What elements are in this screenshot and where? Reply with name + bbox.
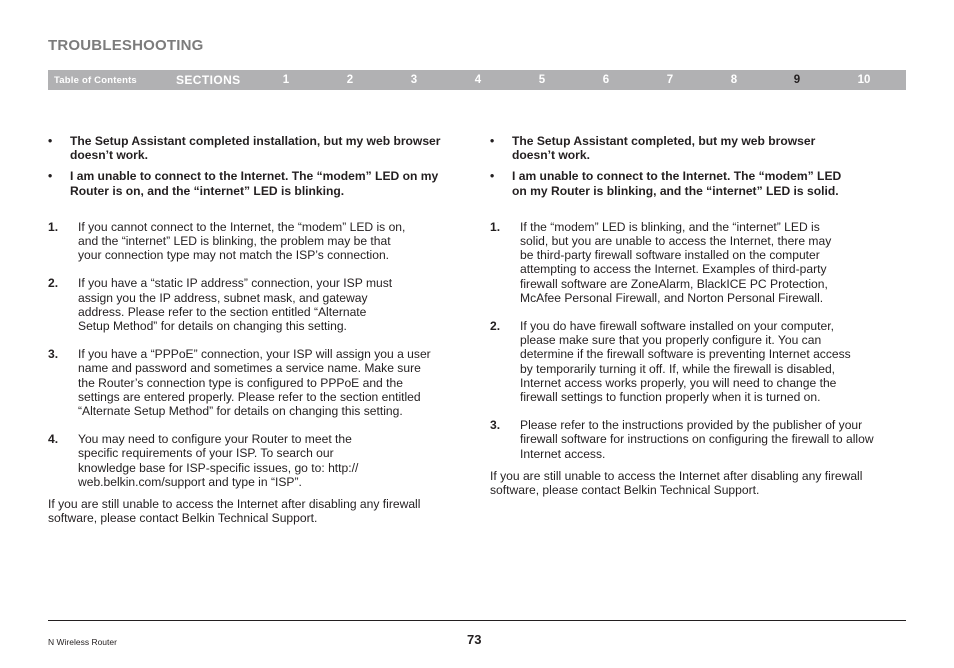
step-line: the Router’s connection type is configured to PPPoE and the [78, 375, 403, 390]
section-link-4[interactable]: 4 [474, 74, 482, 86]
solution-step [48, 432, 468, 489]
step-line: Internet access. [520, 446, 606, 461]
symptom-text: The Setup Assistant completed installation, but my web browser doesn’t work. [70, 134, 441, 163]
step-number: 4. [48, 432, 59, 447]
step-line: be third-party firewall software installed on the computer [520, 248, 820, 263]
closing-line: If you are still unable to access the Internet after disabling any firewall [490, 468, 863, 483]
bullet-mark: • [48, 169, 53, 184]
step-line: web.belkin.com/support and type in “ISP”. [78, 474, 302, 489]
step-line: please make sure that you properly configure it. You can [520, 333, 822, 348]
step-line: If you do have firewall software installed on your computer, [520, 319, 834, 334]
solution-step [48, 276, 468, 333]
section-link-2[interactable]: 2 [346, 74, 354, 86]
step-line: If you have a “PPPoE” connection, your ISP will assign you a user [78, 347, 431, 362]
table-of-contents-link[interactable]: Table of Contents [54, 75, 137, 86]
step-line: specific requirements of your ISP. To search our [78, 446, 334, 461]
step-number: 2. [490, 319, 501, 334]
step-line: assign you the IP address, subnet mask, and gateway [78, 290, 368, 305]
section-link-10[interactable]: 10 [857, 74, 871, 86]
step-line: attempting to access the Internet. Examples of third-party [520, 262, 827, 277]
symptom-bullet [490, 134, 908, 162]
step-line: If you have a “static IP address” connection, your ISP must [78, 276, 393, 291]
closing-paragraph [490, 469, 908, 497]
symptom-line: The Setup Assistant completed, but my web browser [512, 134, 816, 148]
step-number: 1. [490, 219, 501, 234]
closing-paragraph [48, 497, 468, 525]
symptom-line: I am unable to connect to the Internet. The “modem” LED [512, 169, 842, 184]
section-link-8[interactable]: 8 [730, 74, 738, 86]
closing-line: If you are still unable to access the Internet after disabling any firewall [48, 497, 421, 512]
section-link-7[interactable]: 7 [666, 74, 674, 86]
symptom-bullet [48, 134, 468, 162]
step-line: firewall settings to function properly when it is turned on. [520, 390, 821, 405]
step-line: address. Please refer to the section entitled “Alternate [78, 304, 367, 319]
solution-step [490, 220, 908, 305]
section-link-9-active[interactable]: 9 [793, 74, 801, 86]
solution-step [490, 319, 908, 404]
closing-line: software, please contact Belkin Technical Support. [490, 483, 760, 498]
step-line: Internet access works properly, you will need to change the [520, 375, 837, 390]
step-line: settings are entered properly. Please refer to the section entitled [78, 389, 421, 404]
step-line: firewall software for instructions on configuring the firewall to allow [520, 432, 874, 447]
step-line: If the “modem” LED is blinking, and the “internet” LED is [520, 219, 820, 234]
step-line: Setup Method” for details on changing this setting. [78, 319, 347, 334]
symptom-line: on my Router is blinking, and the “internet” LED is solid. [512, 183, 839, 198]
page-title: TROUBLESHOOTING [48, 37, 204, 54]
right-column [490, 134, 908, 497]
closing-line: software, please contact Belkin Technical Support. [48, 511, 318, 526]
step-line: your connection type may not match the ISP’s connection. [78, 248, 390, 263]
page-number: 73 [467, 632, 482, 647]
step-line: “Alternate Setup Method” for details on changing this setting. [78, 404, 403, 419]
section-link-6[interactable]: 6 [602, 74, 610, 86]
step-line: determine if the firewall software is preventing Internet access [520, 347, 851, 362]
step-line: If you cannot connect to the Internet, the “modem” LED is on, [78, 219, 406, 234]
step-number: 2. [48, 276, 59, 291]
step-line: You may need to configure your Router to meet the [78, 432, 352, 447]
solution-step [48, 220, 468, 263]
step-line: and the “internet” LED is blinking, the problem may be that [78, 234, 391, 249]
symptom-line: doesn’t work. [512, 148, 590, 163]
section-link-3[interactable]: 3 [410, 74, 418, 86]
symptom-bullet [490, 169, 908, 197]
step-line: knowledge base for ISP-specific issues, go to: http:// [78, 460, 359, 475]
step-number: 3. [490, 418, 501, 433]
solution-step [48, 347, 468, 418]
step-line: Please refer to the instructions provided by the publisher of your [520, 418, 863, 433]
step-line: McAfee Personal Firewall, and Norton Personal Firewall. [520, 290, 824, 305]
footer-product-name: N Wireless Router [48, 637, 117, 647]
step-line: by temporarily turning it off. If, while the firewall is disabled, [520, 361, 836, 376]
section-link-1[interactable]: 1 [282, 74, 290, 86]
symptom-text: I am unable to connect to the Internet. The “modem” LED on my Router is on, and the “internet” LED is blinking. [70, 169, 439, 198]
left-column [48, 134, 468, 525]
step-number: 3. [48, 347, 59, 362]
step-number: 1. [48, 219, 59, 234]
step-line: firewall software are ZoneAlarm, BlackICE PC Protection, [520, 276, 828, 291]
bullet-mark: • [490, 134, 495, 148]
step-line: name and password and sometimes a service name. Make sure [78, 361, 421, 376]
footer-divider [48, 620, 906, 621]
section-nav-bar [48, 70, 906, 90]
sections-label: SECTIONS [176, 73, 241, 87]
bullet-mark: • [490, 169, 495, 184]
solution-step [490, 418, 908, 461]
step-line: solid, but you are unable to access the Internet, there may [520, 234, 832, 249]
symptom-bullet [48, 169, 468, 197]
bullet-mark: • [48, 134, 53, 148]
section-link-5[interactable]: 5 [538, 74, 546, 86]
